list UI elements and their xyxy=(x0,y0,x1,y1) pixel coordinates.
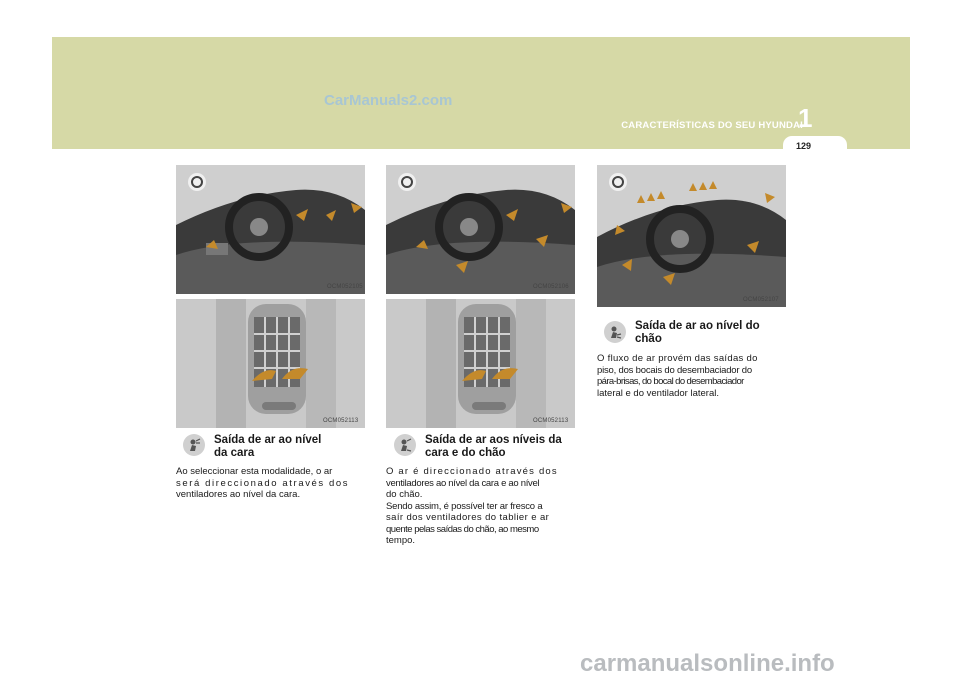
body-text-bilevel-line2: ventiladores ao nível da cara e ao nível xyxy=(386,477,540,489)
section-title-face-line1: Saída de ar ao nível xyxy=(214,434,322,446)
photo-code-bilevel: OCM052106 xyxy=(533,284,569,290)
body-text-bilevel xyxy=(386,466,575,547)
body-text-face-line3: ventiladores ao nível da cara. xyxy=(176,489,301,500)
body-text-bilevel-line1: O ar é direccionado através dos xyxy=(386,466,558,477)
photo-code-face: OCM052105 xyxy=(327,284,363,290)
body-text-bilevel-line5: saír dos ventiladores do tablier e ar xyxy=(386,512,550,523)
face-vent-mode-icon xyxy=(183,434,205,456)
body-text-face-line1: Ao seleccionar esta modalidade, o ar xyxy=(176,466,333,477)
body-text-bilevel-line3: do chão. xyxy=(386,489,423,500)
section-title-floor xyxy=(635,320,760,346)
body-text-floor-line1: O fluxo de ar provém das saídas do xyxy=(597,353,758,364)
body-text-floor-line3: pára-brisas, do bocal do desembaciador xyxy=(597,376,744,387)
section-title-floor-line2: chão xyxy=(635,333,662,345)
side-vent-bilevel-photo xyxy=(386,299,575,428)
body-text-bilevel-line6: quente pelas saídas do chão, ao mesmo xyxy=(386,523,539,535)
section-title-face-line2: da cara xyxy=(214,447,255,459)
photo-code-floor: OCM052107 xyxy=(743,297,779,303)
dashboard-bilevel-mode-photo xyxy=(386,165,575,294)
section-title-bilevel-line1: Saída de ar aos níveis da xyxy=(425,434,562,446)
dashboard-floor-mode-photo xyxy=(597,165,786,307)
page-number: 129 xyxy=(796,141,812,151)
photo-code-vent-face: OCM052113 xyxy=(323,418,359,424)
side-vent-face-photo xyxy=(176,299,365,428)
section-title-bilevel xyxy=(425,434,562,460)
chapter-number: 1 xyxy=(798,103,813,133)
bilevel-vent-mode-icon xyxy=(394,434,416,456)
body-text-floor-line2: piso, dos bocais do desembaciador do xyxy=(597,364,752,376)
body-text-bilevel-line7: tempo. xyxy=(386,535,416,546)
body-text-face xyxy=(176,466,365,501)
site-watermark-link[interactable]: CarManuals2.com xyxy=(324,92,453,109)
section-title-floor-line1: Saída de ar ao nível do xyxy=(635,320,760,332)
body-text-floor xyxy=(597,353,786,399)
section-title-bilevel-line2: cara e do chão xyxy=(425,447,506,459)
body-text-floor-line4: lateral e do ventilador lateral. xyxy=(597,387,719,399)
dashboard-face-mode-photo xyxy=(176,165,365,294)
body-text-face-line2: será direccionado através dos xyxy=(176,477,350,489)
section-title-face xyxy=(214,434,321,460)
page-number-tab xyxy=(783,136,847,158)
footer-watermark: carmanualsonline.info xyxy=(580,650,835,677)
photo-code-vent-bilevel: OCM052113 xyxy=(533,418,569,424)
chapter-title: CARACTERÍSTICAS DO SEU HYUNDAI xyxy=(621,120,803,131)
floor-vent-mode-icon xyxy=(604,321,626,343)
header-band xyxy=(52,37,910,149)
body-text-bilevel-line4: Sendo assim, é possível ter ar fresco a xyxy=(386,500,543,512)
